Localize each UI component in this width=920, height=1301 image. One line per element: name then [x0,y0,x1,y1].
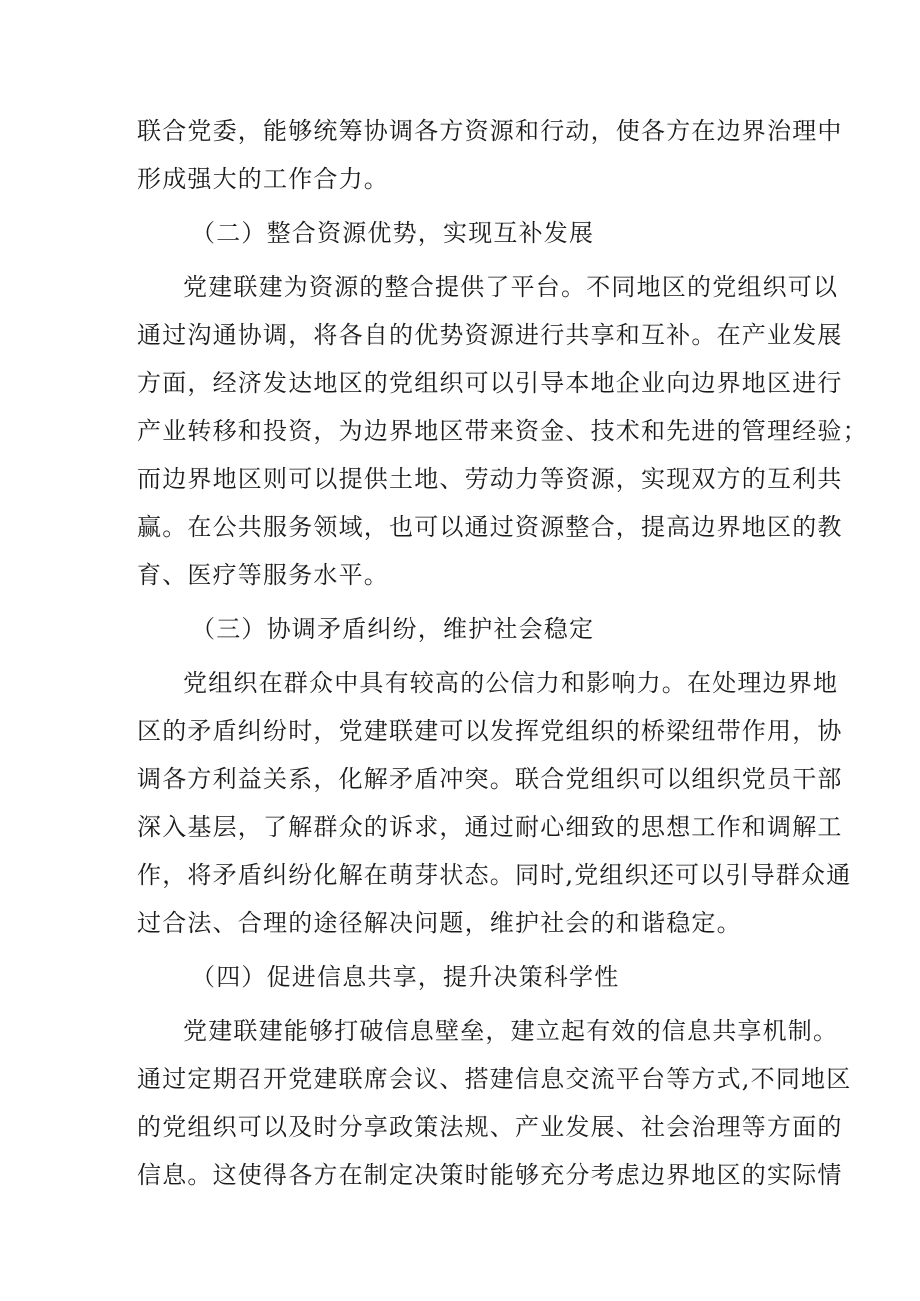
paragraph-line: 调各方利益关系，化解矛盾冲突。联合党组织可以组织党员干部 [137,765,843,793]
paragraph-line: 通过沟通协调，将各自的优势资源进行共享和互补。在产业发展 [137,321,843,349]
paragraph-line: 育、医疗等服务水平。 [137,561,389,589]
paragraph-resources [137,263,868,599]
paragraph-line: 党建联建为资源的整合提供了平台。不同地区的党组织可以 [183,273,839,301]
paragraph-line: 通过定期召开党建联席会议、搭建信息交流平台等方式,不同地区 [137,1065,852,1093]
paragraph-line: 赢。在公共服务领域，也可以通过资源整合，提高边界地区的教 [137,513,843,541]
paragraph-line: 信息。这使得各方在制定决策时能够充分考虑边界地区的实际情 [137,1161,843,1189]
paragraph-line: 的党组织可以及时分享政策法规、产业发展、社会治理等方面的 [137,1113,843,1141]
section-heading-4: （四）促进信息共享，提升决策科学性 [191,963,620,991]
paragraph-line: 党组织在群众中具有较高的公信力和影响力。在处理边界地 [183,669,839,697]
paragraph-line: 方面，经济发达地区的党组织可以引导本地企业向边界地区进行 [137,369,843,397]
paragraph-line: 产业转移和投资，为边界地区带来资金、技术和先进的管理经验； [137,417,868,445]
document-body [137,107,868,1199]
paragraph-line: 而边界地区则可以提供土地、劳动力等资源，实现双方的互利共 [137,465,843,493]
paragraph-line: 作，将矛盾纠纷化解在萌芽状态。同时,党组织还可以引导群众通 [137,861,852,889]
paragraph-information [137,1007,852,1199]
paragraph-disputes [137,659,852,947]
paragraph-line: 区的矛盾纠纷时，党建联建可以发挥党组织的桥梁纽带作用，协 [137,717,843,745]
section-heading-3: （三）协调矛盾纠纷，维护社会稳定 [191,615,595,643]
paragraph-line: 联合党委，能够统筹协调各方资源和行动，使各方在边界治理中 [137,117,843,145]
section-heading-2: （二）整合资源优势，实现互补发展 [191,219,595,247]
paragraph-line: 党建联建能够打破信息壁垒，建立起有效的信息共享机制。 [183,1017,839,1045]
paragraph-line: 过合法、合理的途径解决问题，维护社会的和谐稳定。 [137,909,742,937]
paragraph-continuation [137,107,843,203]
paragraph-line: 形成强大的工作合力。 [137,165,389,193]
paragraph-line: 深入基层，了解群众的诉求，通过耐心细致的思想工作和调解工 [137,813,843,841]
